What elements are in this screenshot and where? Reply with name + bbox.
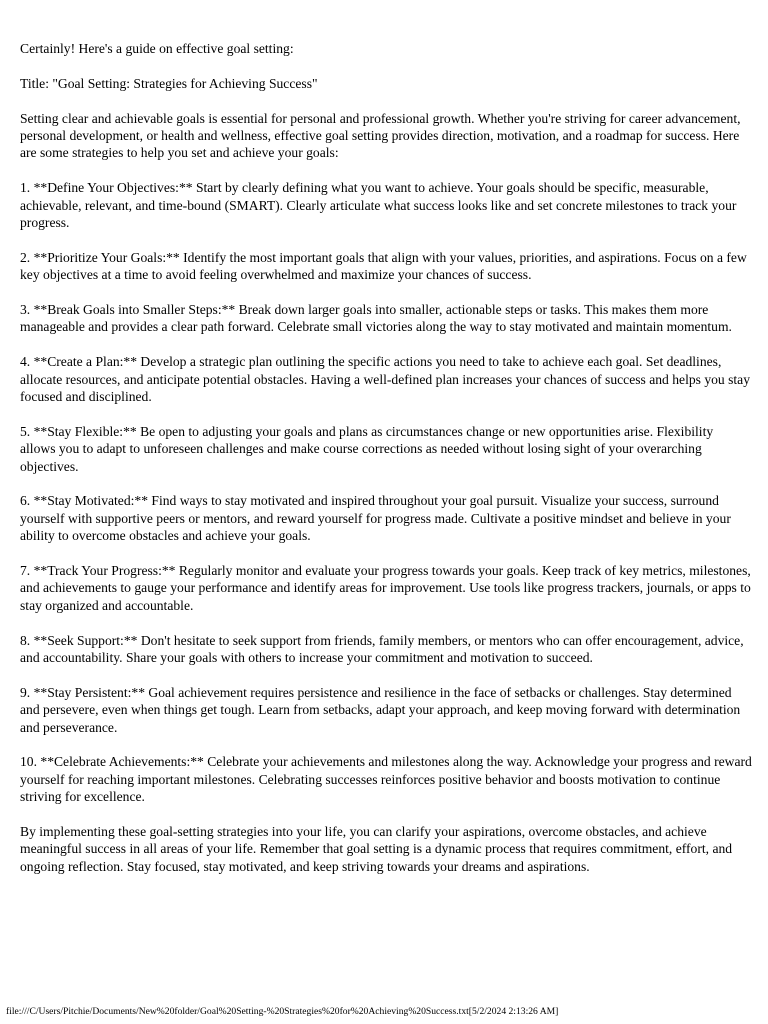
list-item-stay-flexible: 5. **Stay Flexible:** Be open to adjusting your goals and plans as circumstances change or new opportunities arise. Flexibility allows you to adapt to unforeseen challenges and make course corrections as needed without losing sight of your overarching objectives. xyxy=(20,423,714,474)
list-item-stay-motivated: 6. **Stay Motivated:** Find ways to stay motivated and inspired throughout your goal pursuit. Visualize your success, surround yourself with supportive peers or mentors, and reward yourself for progress made. Cultivate a positive mindset and believe in your ability to overcome obstacles and achieve your goals. xyxy=(20,493,731,544)
title-line: Title: "Goal Setting: Strategies for Achieving Success" xyxy=(20,75,318,91)
page-footer-file-path: file:///C/Users/Pitchie/Documents/New%20folder/Goal%20Setting-%20Strategies%20for%20Achieving%20Success.txt[5/2/2024 2:13:26 AM] xyxy=(6,1006,559,1017)
intro-text: Certainly! Here's a guide on effective goal setting: xyxy=(20,41,294,56)
list-item-break-goals: 3. **Break Goals into Smaller Steps:** Break down larger goals into smaller, actionable steps or tasks. This makes them more manageable and provides a clear path forward. Celebrate small victories along the way to stay motivated and maintain momentum. xyxy=(20,302,732,335)
list-item-prioritize-goals: 2. **Prioritize Your Goals:** Identify the most important goals that align with your values, priorities, and aspirations. Focus on a few key objectives at a time to avoid feeling overwhelmed and maximize your chances of success. xyxy=(20,249,747,283)
list-item-define-objectives: 1. **Define Your Objectives:** Start by clearly defining what you want to achieve. Your goals should be specific, measurable, achievable, relevant, and time-bound (SMART). Clearly articulate what success looks like and set concrete milestones to track your progress. xyxy=(20,180,737,231)
opening-paragraph: Setting clear and achievable goals is essential for personal and professional growth. Whether you're striving for career advancement, personal development, or health and wellness, effective goal setting provides direction, motivation, and a roadmap for success. Here are some strategies to help you set and achieve your goals: xyxy=(20,110,741,161)
document-body xyxy=(20,40,752,893)
list-item-create-plan: 4. **Create a Plan:** Develop a strategic plan outlining the specific actions you need to take to achieve each goal. Set deadlines, allocate resources, and anticipate potential obstacles. Having a well-defined plan increases your chances of success and helps you stay focused and disciplined. xyxy=(20,354,751,405)
closing-paragraph: By implementing these goal-setting strategies into your life, you can clarify your aspirations, overcome obstacles, and achieve meaningful success in all areas of your life. Remember that goal setting is a dynamic process that requires commitment, effort, and ongoing reflection. Stay focused, stay motivated, and keep striving towards your dreams and aspirations. xyxy=(20,824,733,874)
list-item-celebrate-achievements: 10. **Celebrate Achievements:** Celebrate your achievements and milestones along the way. Acknowledge your progress and reward yourself for reaching important milestones. Celebrating successes reinforces positive behavior and boosts motivation to continue striving for excellence. xyxy=(20,754,752,805)
list-item-track-progress: 7. **Track Your Progress:** Regularly monitor and evaluate your progress towards your goals. Keep track of key metrics, milestones, and achievements to gauge your performance and identify areas for improvement. Use tools like progress trackers, journals, or apps to stay organized and accountable. xyxy=(20,563,751,613)
list-item-stay-persistent: 9. **Stay Persistent:** Goal achievement requires persistence and resilience in the face of setbacks or challenges. Stay determined and persevere, even when things get tough. Learn from setbacks, adapt your approach, and keep moving forward with determination and perseverance. xyxy=(20,684,741,735)
list-item-seek-support: 8. **Seek Support:** Don't hesitate to seek support from friends, family members, or mentors who can offer encouragement, advice, and accountability. Share your goals with others to increase your commitment and motivation to succeed. xyxy=(20,632,744,666)
